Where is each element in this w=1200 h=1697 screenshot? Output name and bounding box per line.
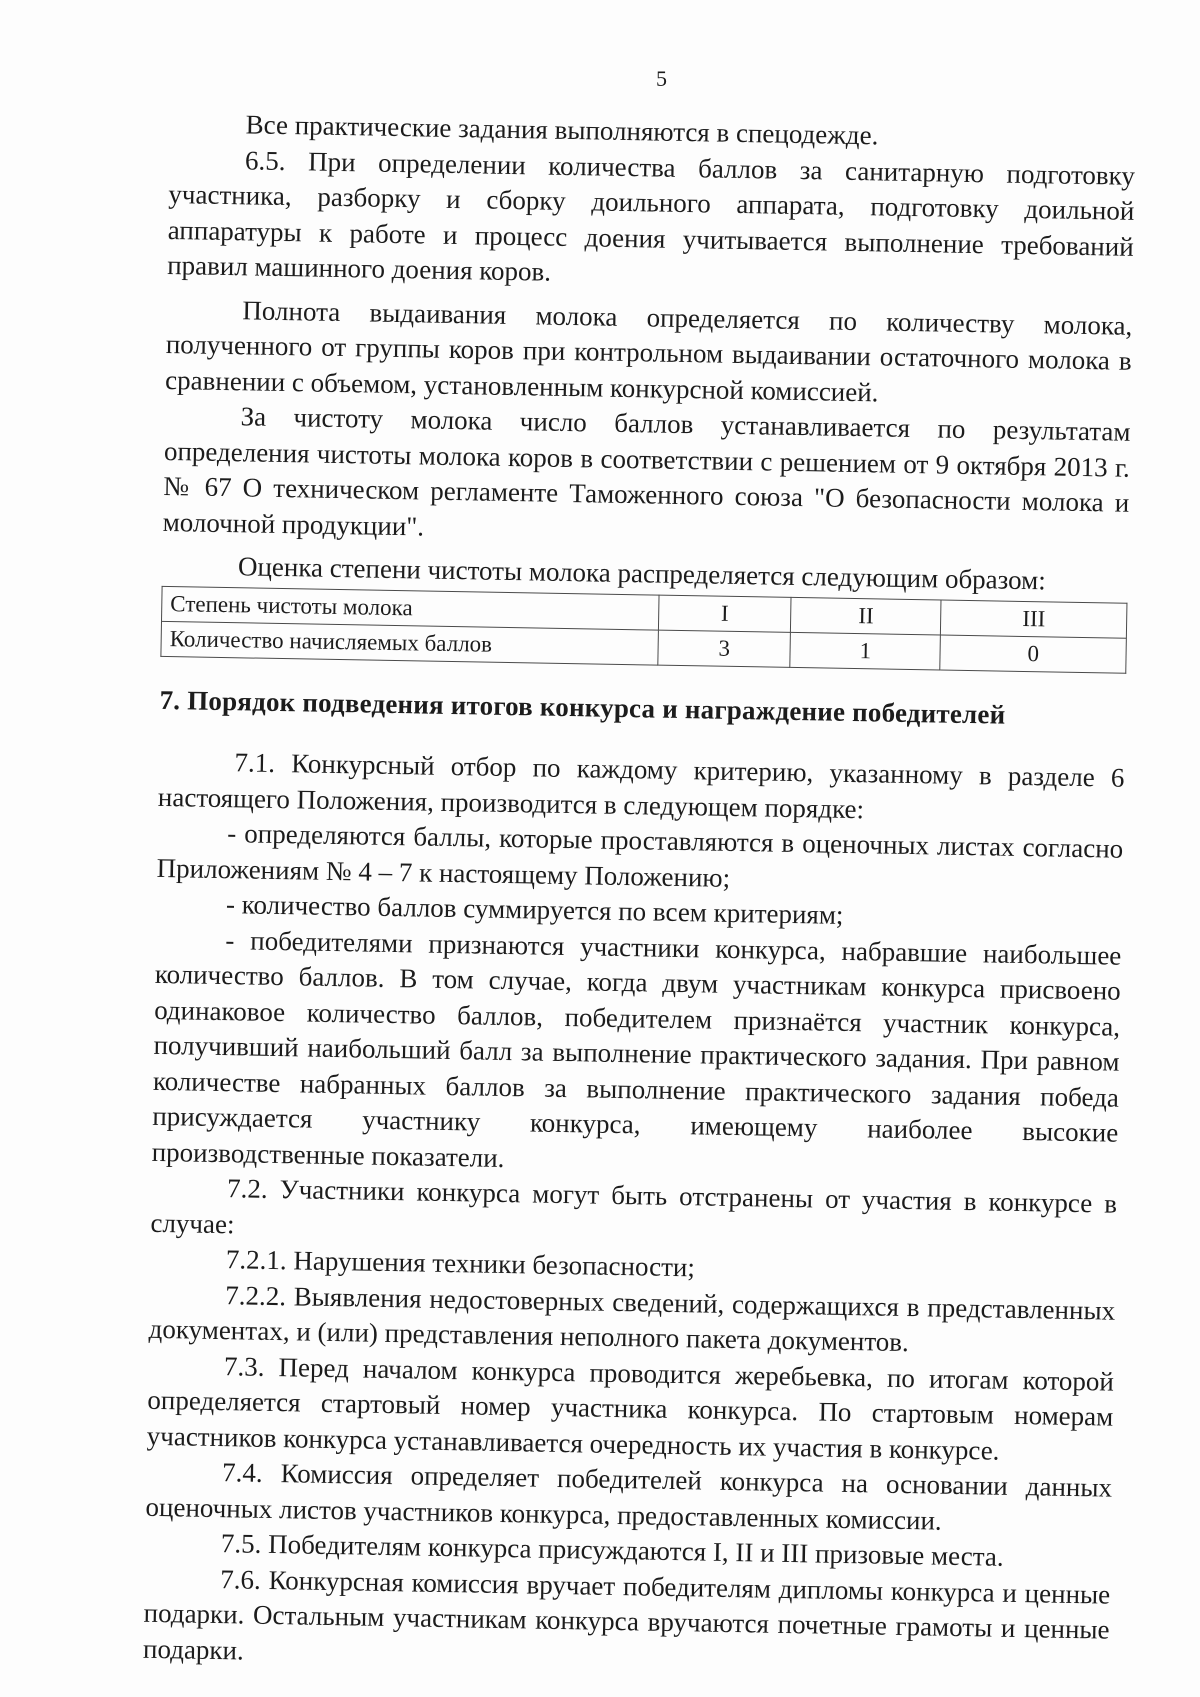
paragraph-uniform-note: Все практические задания выполняются в спецодежде. [245,109,879,151]
table-cell-label: Количество начисляемых баллов [161,621,659,665]
paragraph-milk-purity: За чистоту молока число баллов устанавливается по результатам определения чистоты молока коров в соответствии с решением от 9 октября 2013 г. № 67 О техническом регламенте Таможенного союза "О безопасности молока и молочной продукции". [162,401,1131,541]
paragraph-7-3: 7.3. Перед началом конкурса проводится жеребьевка, по итогам которой определяется стартовый номер участника конкурса. По стартовым номерам участников конкурса устанавливается очередность их участия в конкурсе. [146,1350,1115,1466]
paragraph-7-2-1: 7.2.1. Нарушения техники безопасности; [225,1244,696,1283]
milk-purity-table [160,585,1127,673]
document-body [143,106,1136,1684]
table-cell-value: 0 [940,635,1126,673]
list-item: - определяются баллы, которые проставляются в оценочных листах согласно Приложениям № 4 – 7 к настоящему Положению; [156,818,1124,893]
table-cell-value: I [658,595,791,632]
table-cell-value: 1 [790,632,941,670]
section-7-heading: 7. Порядок подведения итогов конкурса и награждение победителей [159,684,1006,730]
table-cell-label: Степень чистоты молока [162,586,660,630]
table-cell-value: II [791,597,942,635]
list-item: - количество баллов суммируется по всем критериям; [225,889,844,930]
page-number: 5 [656,66,667,91]
table-cell-value: 3 [658,630,791,667]
table-cell-value: III [941,600,1127,638]
list-item: - победителями признаются участники конкурса, набравшие наибольшее количество баллов. В том случае, когда двум участникам конкурса присвоено одинаковое количество баллов, победителем признаётся участник конкурса, получивший наибольший балл за выполнение практического задания. При равном количестве набранных баллов за выполнение практического задания победа присуждается участнику конкурса, имеющему наиболее высокие производственные показатели. [151,924,1122,1173]
paragraph-purity-table-intro: Оценка степени чистоты молока распределяется следующим образом: [237,551,1047,596]
paragraph-6-5: 6.5. При определении количества баллов за санитарную подготовку участника, разборку и сборку доильного аппарата, подготовку доильной аппаратуры к работе и процесс доения учитывается выполнение требований правил машинного доения коров. [166,144,1136,287]
paragraph-7-1: 7.1. Конкурсный отбор по каждому критерию, указанному в разделе 6 настоящего Положения, производится в следующем порядке: [157,747,1125,824]
paragraph-7-6: 7.6. Конкурсная комиссия вручает победителям дипломы конкурса и ценные подарки. Остальным участникам конкурса вручаются почетные грамоты и ценные подарки. [142,1563,1111,1666]
paragraph-7-4: 7.4. Комиссия определяет победителей конкурса на основании данных оценочных листов участников конкурса, предоставленных комиссии. [145,1457,1113,1536]
paragraph-7-2: 7.2. Участники конкурса могут быть отстранены от участия в конкурсе в случае: [150,1173,1118,1239]
paragraph-milking-completeness: Полнота выдаивания молока определяется по количеству молока, полученного от группы коров при контрольном выдаивании остаточного молока в сравнении с объемом, установленным конкурсной комиссией. [164,294,1133,407]
paragraph-7-2-2: 7.2.2. Выявления недостоверных сведений, содержащихся в представленных документах, и (или) представления неполного пакета документов. [148,1279,1116,1358]
paragraph-7-5: 7.5. Победителям конкурса присуждаются I, II и III призовые места. [220,1528,1004,1572]
